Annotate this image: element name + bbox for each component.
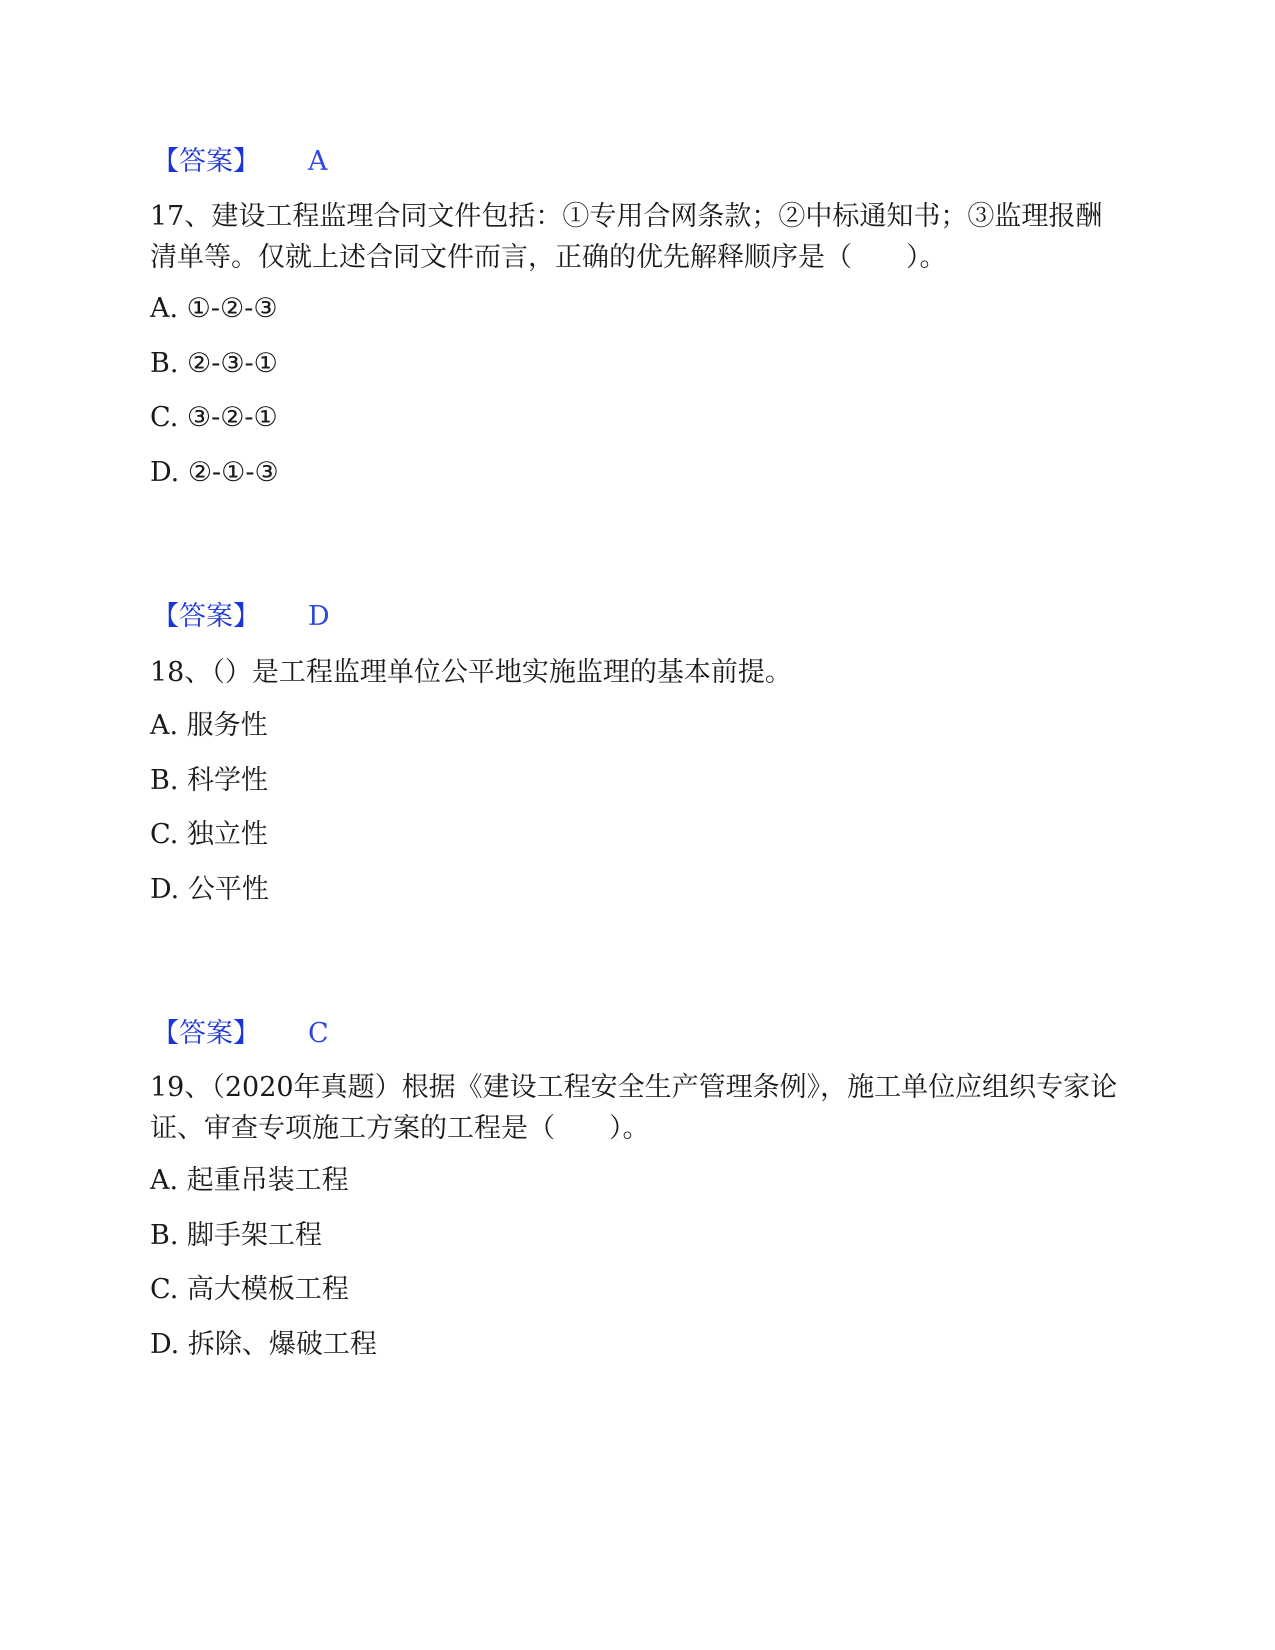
question-19-option-d: D. 拆除、爆破工程 (150, 1329, 377, 1360)
question-19-option-c: C. 高大模板工程 (150, 1274, 349, 1305)
answer-label: 【答案】 (152, 601, 260, 632)
question-18-option-a: A. 服务性 (150, 710, 268, 741)
answer-line (152, 145, 328, 179)
question-17-option-a: A. ①-②-③ (150, 293, 278, 324)
answer-line-17 (152, 600, 330, 634)
question-18-option-d: D. 公平性 (150, 874, 269, 905)
answer-line-18 (152, 1017, 329, 1051)
question-18-option-c: C. 独立性 (150, 819, 268, 850)
question-18-option-b: B. 科学性 (150, 765, 269, 796)
question-19-text: 19、（2020年真题）根据《建设工程安全生产管理条例》，施工单位应组织专家论证、审查专项施工方案的工程是（ ）。 (150, 1072, 1118, 1144)
question-17-option-c: C. ③-②-① (150, 402, 278, 433)
question-19-option-a: A. 起重吊装工程 (150, 1165, 349, 1196)
answer-value: D (308, 601, 330, 632)
answer-value: A (308, 146, 328, 177)
answer-label: 【答案】 (152, 146, 260, 177)
answer-label: 【答案】 (152, 1018, 260, 1049)
question-17-option-b: B. ②-③-① (150, 348, 278, 379)
question-19-option-b: B. 脚手架工程 (150, 1220, 323, 1251)
question-17-option-d: D. ②-①-③ (150, 457, 279, 488)
question-18-text: 18、（）是工程监理单位公平地实施监理的基本前提。 (150, 657, 792, 688)
answer-value: C (308, 1018, 329, 1049)
question-17-text: 17、建设工程监理合同文件包括：①专用合网条款；②中标通知书；③监理报酬清单等。仅就上述合同文件而言，正确的优先解释顺序是（ ）。 (150, 201, 1103, 273)
